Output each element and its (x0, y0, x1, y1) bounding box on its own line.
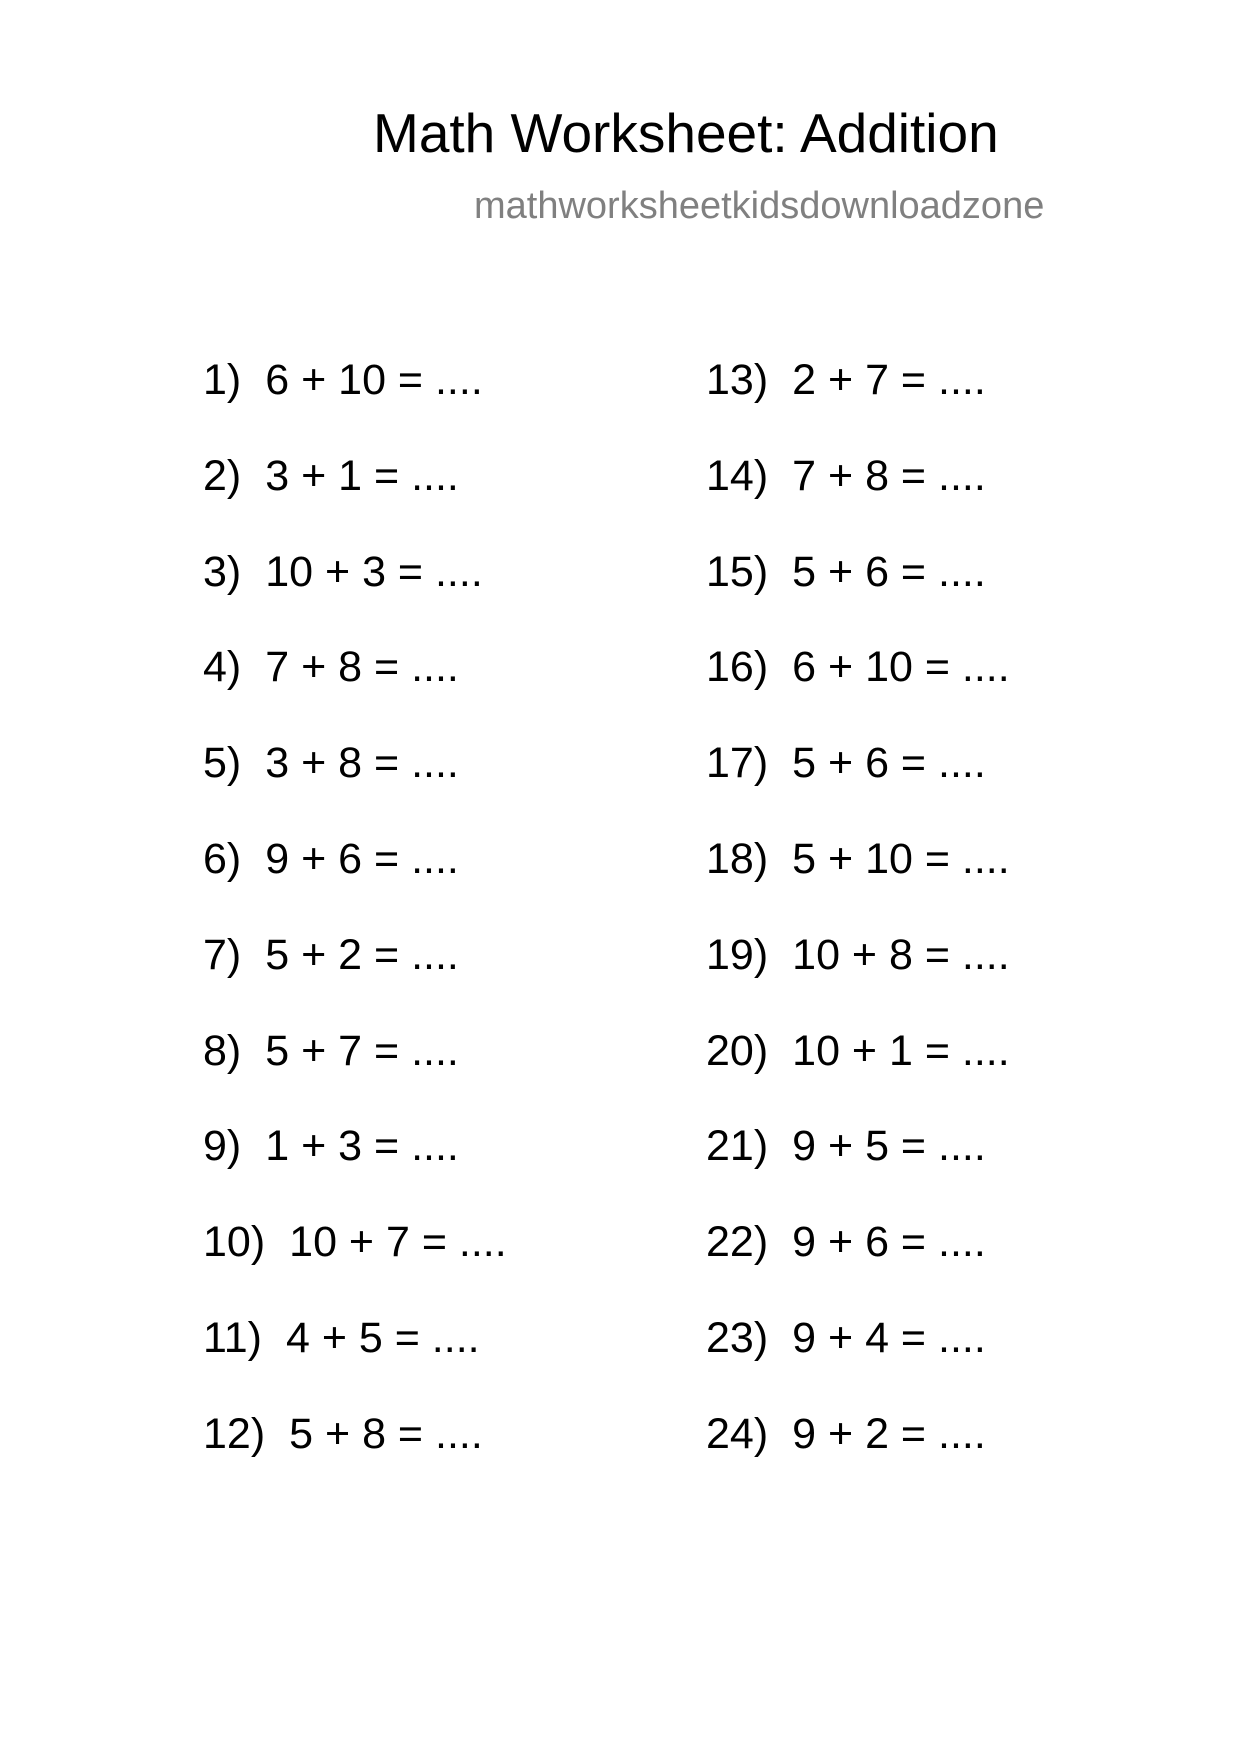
problem-number: 24) (706, 1409, 769, 1458)
problem-item (203, 927, 507, 1023)
problem-item (203, 1406, 507, 1502)
problem-expression: 6 + 10 = .... (792, 643, 1010, 692)
problem-expression: 10 + 7 = .... (289, 1218, 507, 1267)
problem-expression: 5 + 6 = .... (792, 739, 986, 788)
problem-number: 7) (203, 930, 242, 979)
problem-number: 2) (203, 451, 242, 500)
problem-item (706, 831, 1010, 927)
problem-expression: 10 + 3 = .... (265, 547, 483, 596)
problem-number: 6) (203, 834, 242, 883)
problem-expression: 1 + 3 = .... (265, 1122, 459, 1171)
problem-number: 18) (706, 834, 769, 883)
problem-expression: 5 + 8 = .... (289, 1409, 483, 1458)
problems-column-left (203, 352, 507, 1502)
problem-number: 10) (203, 1218, 266, 1267)
problem-expression: 9 + 5 = .... (792, 1122, 986, 1171)
problem-number: 17) (706, 739, 769, 788)
problem-item (203, 1214, 507, 1310)
problem-item (706, 352, 1010, 448)
problem-number: 11) (203, 1313, 262, 1362)
problem-item (706, 448, 1010, 544)
problem-number: 3) (203, 547, 242, 596)
problem-item (706, 1214, 1010, 1310)
problem-item (706, 1310, 1010, 1406)
problems-column-right (706, 352, 1010, 1502)
problem-number: 22) (706, 1218, 769, 1267)
problem-number: 4) (203, 643, 242, 692)
problem-item (706, 639, 1010, 735)
problem-expression: 5 + 2 = .... (265, 930, 459, 979)
problem-expression: 2 + 7 = .... (792, 356, 986, 404)
problem-expression: 3 + 8 = .... (265, 739, 459, 788)
problem-item (203, 544, 507, 640)
problem-number: 16) (706, 643, 769, 692)
problem-number: 12) (203, 1409, 266, 1458)
problem-expression: 9 + 6 = .... (792, 1218, 986, 1267)
problem-number: 23) (706, 1313, 769, 1362)
problem-expression: 10 + 8 = .... (792, 930, 1010, 979)
problem-item (706, 544, 1010, 640)
problem-item (203, 1023, 507, 1119)
problem-number: 8) (203, 1026, 242, 1075)
problem-number: 9) (203, 1122, 242, 1171)
problem-item (706, 927, 1010, 1023)
problem-number: 20) (706, 1026, 769, 1075)
problem-expression: 4 + 5 = .... (285, 1313, 480, 1362)
problem-number: 21) (706, 1122, 769, 1171)
problem-expression: 6 + 10 = .... (265, 356, 483, 404)
problem-item (203, 735, 507, 831)
problem-number: 14) (706, 451, 769, 500)
problem-item (203, 352, 507, 448)
problem-expression: 5 + 10 = .... (792, 834, 1010, 883)
problem-item (203, 831, 507, 927)
problem-expression: 7 + 8 = .... (265, 643, 459, 692)
problem-item (706, 1118, 1010, 1214)
problem-number: 5) (203, 739, 242, 788)
worksheet-title: Math Worksheet: Addition (373, 102, 999, 164)
problem-item (203, 1310, 507, 1406)
problem-number: 15) (706, 547, 769, 596)
problem-item (203, 1118, 507, 1214)
problem-expression: 9 + 4 = .... (792, 1313, 986, 1362)
problem-expression: 9 + 6 = .... (265, 834, 459, 883)
problem-expression: 9 + 2 = .... (792, 1409, 986, 1458)
problem-number: 19) (706, 930, 769, 979)
problem-item (203, 639, 507, 735)
problem-expression: 5 + 6 = .... (792, 547, 986, 596)
problem-expression: 3 + 1 = .... (265, 451, 459, 500)
problem-number: 1) (203, 356, 242, 404)
problem-number: 13) (706, 356, 769, 404)
problem-item (706, 1023, 1010, 1119)
problem-expression: 10 + 1 = .... (792, 1026, 1010, 1075)
problem-item (203, 448, 507, 544)
problem-item (706, 1406, 1010, 1502)
problem-item (706, 735, 1010, 831)
worksheet-subtitle: mathworksheetkidsdownloadzone (474, 185, 1045, 227)
problem-expression: 7 + 8 = .... (792, 451, 986, 500)
problem-expression: 5 + 7 = .... (265, 1026, 459, 1075)
